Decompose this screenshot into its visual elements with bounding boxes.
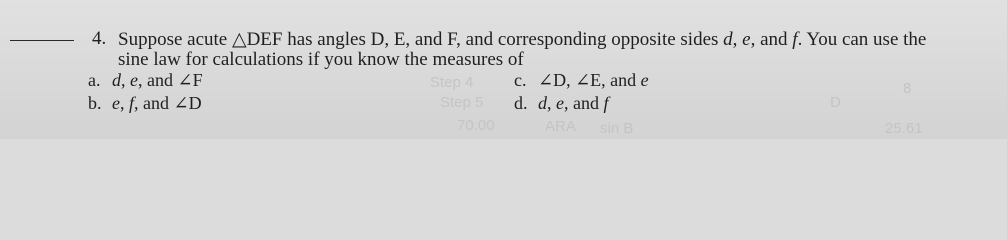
show-through-text: D xyxy=(830,94,841,111)
show-through-text: 70.00 xyxy=(457,117,495,134)
answer-blank[interactable] xyxy=(10,40,74,41)
choice-b xyxy=(88,93,202,114)
question-text-line-2: sine law for calculations if you know the measures of xyxy=(118,49,524,70)
question-text-line-1: Suppose acute △DEF has angles D, E, and F, and corresponding opposite sides d, e, and f. You can use the xyxy=(118,29,927,50)
choice-text: d, e, and ∠F xyxy=(112,70,203,90)
choice-text: ∠D, ∠E, and e xyxy=(538,70,649,90)
choice-letter: b. xyxy=(88,93,102,113)
choice-text: d, e, and f xyxy=(538,93,609,113)
choice-a xyxy=(88,70,203,91)
show-through-text: 8 xyxy=(903,80,912,97)
choice-letter: c. xyxy=(514,70,527,90)
show-through-text: ARA xyxy=(545,118,576,135)
show-through-text: sin B xyxy=(600,120,634,137)
choice-letter: d. xyxy=(514,93,528,113)
choice-c xyxy=(514,70,649,91)
choice-text: e, f, and ∠D xyxy=(112,93,202,113)
question-number: 4. xyxy=(92,28,107,49)
show-through-text: Step 4 xyxy=(430,74,474,91)
show-through-text: 25.61 xyxy=(885,120,923,137)
show-through-text: Step 5 xyxy=(440,94,484,111)
choice-letter: a. xyxy=(88,70,101,90)
choice-d xyxy=(514,93,609,114)
